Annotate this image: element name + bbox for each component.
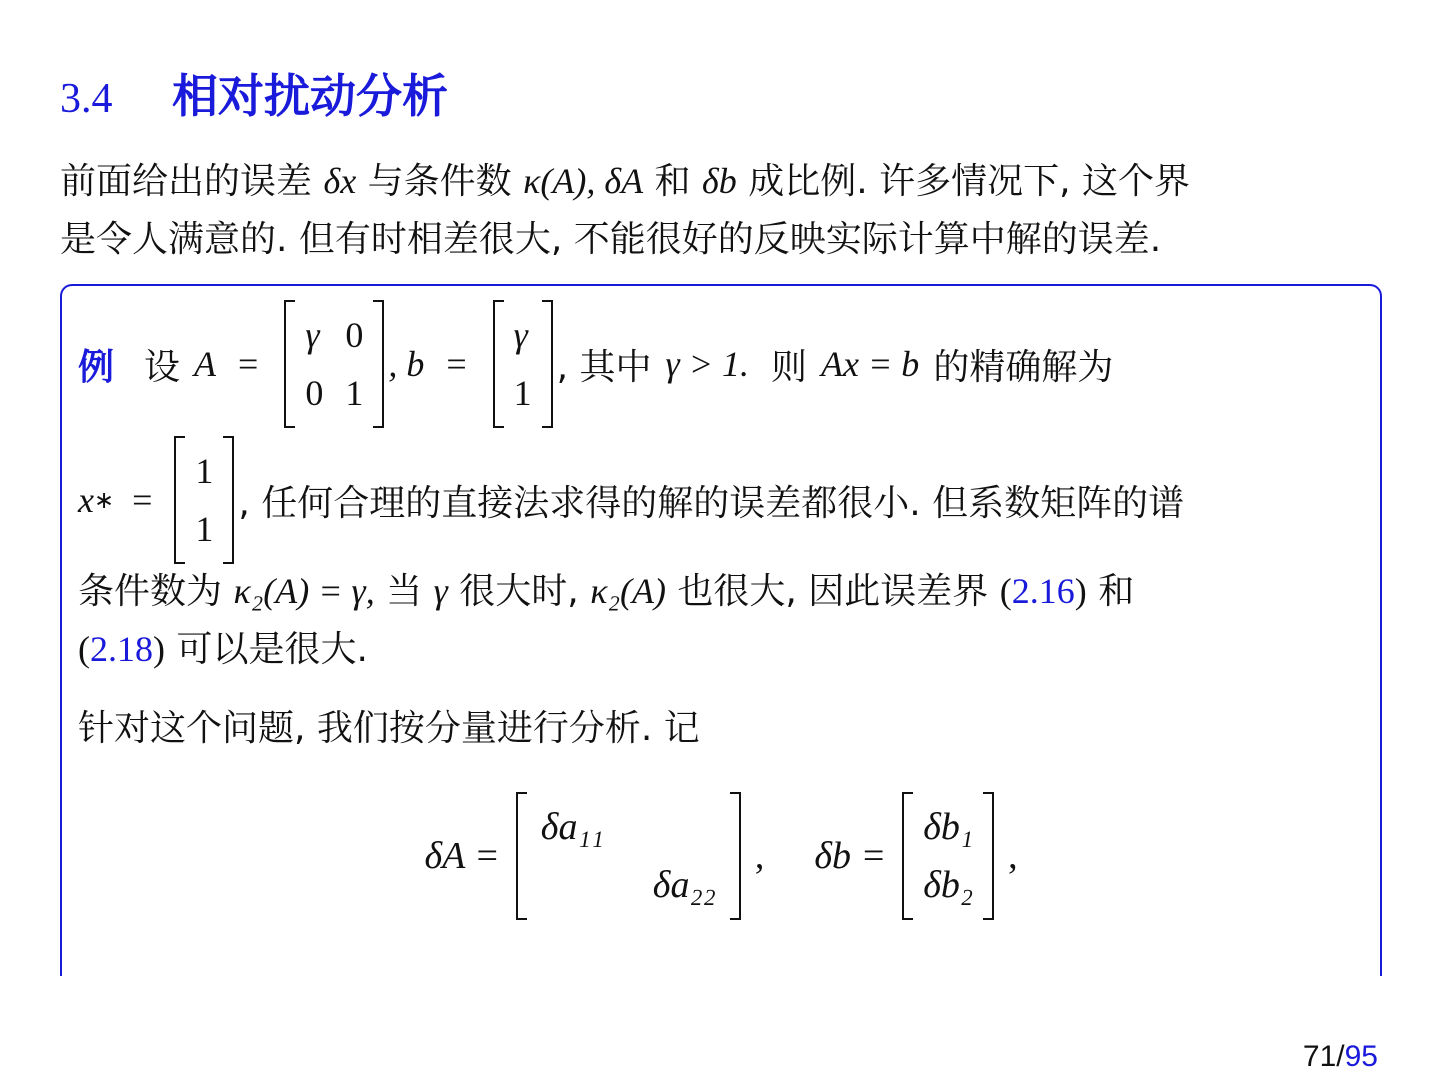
intro-paragraph (60, 152, 1390, 269)
section-title: 相对扰动分析 (172, 69, 448, 123)
example-row-4: (2.18) 可以是很大. (78, 629, 368, 670)
matrix-A: γ 0 0 1 (284, 300, 384, 428)
example-row-3: 条件数为 κ₂(A) = γ, 当 γ 很大时, κ₂(A) 也很大, 因此误差界 (2.16) 和 (78, 571, 1135, 612)
section-number: 3.4 (60, 76, 113, 122)
matrix-delta-A: δa₁₁ δa₂₂ (516, 792, 741, 920)
equation-ref-2-18[interactable]: 2.18 (90, 629, 153, 669)
example-row-5: 针对这个问题, 我们按分量进行分析. 记 (78, 708, 700, 749)
intro-line-1: 前面给出的误差 δx 与条件数 κ(A), δA 和 δb 成比例. 许多情况下, 这个界 (60, 161, 1190, 202)
vector-delta-b: δb₁ δb₂ (902, 792, 994, 920)
page-current: 71 (1302, 1040, 1337, 1073)
example-box (60, 284, 1382, 976)
vector-b: γ 1 (493, 300, 553, 428)
example-label: 例 (78, 346, 115, 388)
section-heading (60, 60, 448, 124)
page-total: 95 (1344, 1040, 1378, 1073)
vector-x-star: 1 1 (174, 436, 234, 564)
intro-line-2: 是令人满意的. 但有时相差很大, 不能很好的反映实际计算中解的误差. (60, 219, 1162, 260)
example-row-1: 例 设 A = γ 0 0 1 , b = γ 1 , 其中 γ > 1. 则 Ax = b 的精确解为 (78, 300, 1113, 428)
display-equation: δA = δa₁₁ δa₂₂ , δb = δb₁ δb₂ , (62, 792, 1380, 920)
page-counter: 71/95 (1302, 1040, 1378, 1073)
equation-ref-2-16[interactable]: 2.16 (1011, 571, 1075, 611)
example-row-2: x ∗ = 1 1 , 任何合理的直接法求得的解的误差都很小. 但系数矩阵的谱 (78, 436, 1184, 564)
